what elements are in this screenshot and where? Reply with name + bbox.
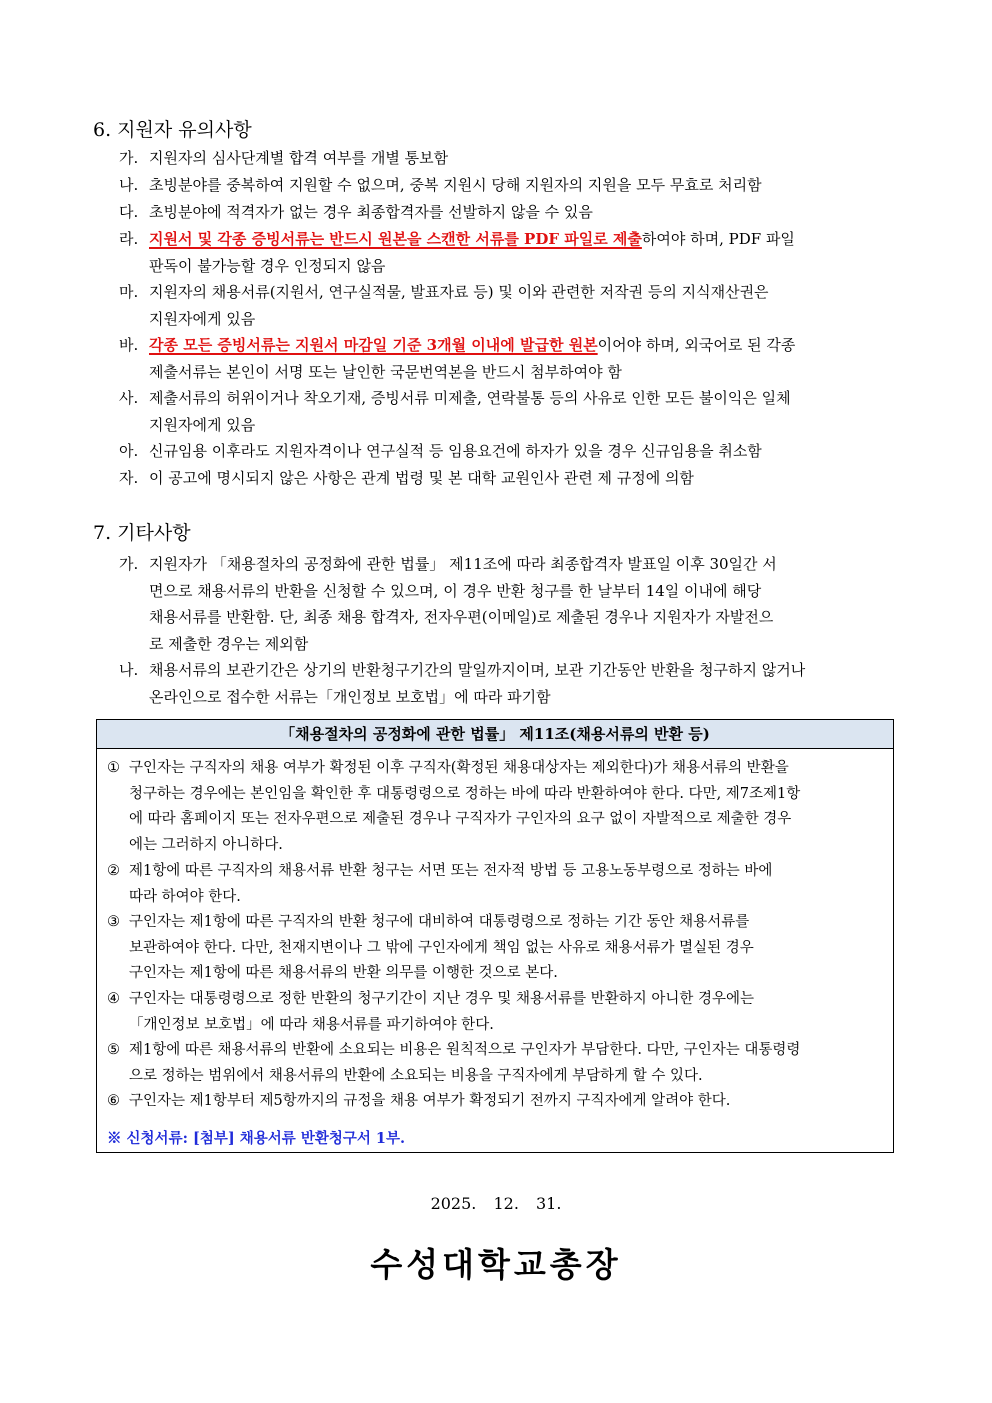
clause-text: 에 따라 홈페이지 또는 전자우편으로 제출된 경우나 구직자가 구인자의 요구 없이 자발적으로 제출한 경우	[129, 811, 792, 827]
clause-text: 에는 그러하지 아니하다.	[129, 836, 283, 853]
section-7-item-ga	[119, 551, 899, 657]
section-6-item-ra	[119, 226, 899, 279]
clause-number: ⑤	[107, 1042, 120, 1058]
item-marker: 자.	[119, 469, 139, 487]
highlighted-requirement: 지원서 및 각종 증빙서류는 반드시 원본을 스캔한 서류를 PDF 파일로 제출	[149, 230, 642, 248]
item-text: 채용서류를 반환함. 단, 최종 채용 합격자, 전자우편(이메일)로 제출된 경우나 지원자가 자발전으	[149, 608, 774, 626]
section-6-item-ja	[119, 465, 899, 492]
item-text: 이어야 하며, 외국어로 된 각종	[597, 336, 796, 354]
section-6-title: 6. 지원자 유의사항	[93, 119, 252, 141]
item-marker: 가.	[119, 149, 139, 167]
item-text: 로 제출한 경우는 제외함	[149, 634, 309, 653]
clause-number: ①	[107, 760, 120, 776]
clause-text: 보관하여야 한다. 다만, 천재지변이나 그 밖에 구인자에게 책임 없는 사유로 채용서류가 멸실된 경우	[129, 939, 754, 956]
clause-number: ⑥	[107, 1093, 120, 1109]
law-article-box	[96, 719, 894, 1153]
item-marker: 가.	[119, 555, 139, 573]
clause-text: 따라 하여야 한다.	[129, 888, 241, 905]
highlighted-requirement: 각종 모든 증빙서류는 지원서 마감일 기준 3개월 이내에 발급한 원본	[149, 336, 598, 354]
item-text: 하여야 하며, PDF 파일	[641, 230, 795, 248]
clause-text: 청구하는 경우에는 본인임을 확인한 후 대통령령으로 정하는 바에 따라 반환하여야 한다. 다만, 제7조제1항	[129, 785, 801, 802]
clause-number: ②	[107, 863, 120, 879]
item-text: 신규임용 이후라도 지원자격이나 연구실적 등 임용요건에 하자가 있을 경우 신규임용을 취소함	[149, 442, 762, 460]
application-document-note: ※ 신청서류: [첨부] 채용서류 반환청구서 1부.	[107, 1130, 406, 1147]
law-clause-6	[107, 1089, 887, 1115]
clause-text: 구인자는 대통령령으로 정한 반환의 청구기간이 지난 경우 및 채용서류를 반환하지 아니한 경우에는	[129, 991, 754, 1007]
item-marker: 사.	[119, 389, 139, 407]
item-text: 제출서류의 허위이거나 착오기재, 증빙서류 미제출, 연락불통 등의 사유로 인한 모든 불이익은 일체	[149, 389, 791, 407]
section-6-item-ga	[119, 145, 899, 172]
clause-text: 제1항에 따른 채용서류의 반환에 소요되는 비용은 원칙적으로 구인자가 부담한다. 다만, 구인자는 대통령령	[129, 1042, 801, 1058]
law-clause-2	[107, 859, 887, 910]
item-marker: 아.	[119, 442, 139, 460]
section-7-title: 7. 기타사항	[93, 522, 191, 544]
clause-text: 으로 정하는 범위에서 채용서류의 반환에 소요되는 비용을 구직자에게 부담하게 할 수 있다.	[129, 1067, 703, 1084]
item-marker: 나.	[119, 661, 139, 679]
law-clause-1	[107, 756, 887, 858]
section-6-item-ma	[119, 279, 899, 332]
clause-text: 「개인정보 보호법」에 따라 채용서류를 파기하여야 한다.	[129, 1016, 494, 1033]
section-6-item-ba	[119, 332, 899, 385]
item-text: 면으로 채용서류의 반환을 신청할 수 있으며, 이 경우 반환 청구를 한 날부터 14일 이내에 해당	[149, 581, 762, 600]
law-clause-4	[107, 987, 887, 1038]
item-text: 지원자가 「채용절차의 공정화에 관한 법률」 제11조에 따라 최종합격자 발표일 이후 30일간 서	[149, 555, 777, 573]
item-marker: 나.	[119, 176, 139, 194]
item-text: 지원자에게 있음	[149, 309, 256, 328]
item-text: 채용서류의 보관기간은 상기의 반환청구기간의 말일까지이며, 보관 기간동안 반환을 청구하지 않거나	[149, 661, 806, 679]
section-7-item-na	[119, 657, 899, 710]
document-date: 2025. 12. 31.	[430, 1194, 562, 1213]
item-text: 온라인으로 접수한 서류는「개인정보 보호법」에 따라 파기함	[149, 687, 551, 706]
law-clause-3	[107, 910, 887, 987]
president-signature: 수성대학교총장	[370, 1245, 622, 1284]
item-text: 초빙분야에 적격자가 없는 경우 최종합격자를 선발하지 않을 수 있음	[149, 203, 593, 221]
section-6-item-a	[119, 438, 899, 465]
law-clause-5	[107, 1038, 887, 1089]
section-6-item-na	[119, 172, 899, 199]
law-article-title: 「채용절차의 공정화에 관한 법률」 제11조(채용서류의 반환 등)	[97, 720, 893, 749]
clause-text: 구인자는 제1항에 따른 구직자의 반환 청구에 대비하여 대통령령으로 정하는 기간 동안 채용서류를	[129, 914, 750, 930]
item-text: 판독이 불가능할 경우 인정되지 않음	[149, 256, 386, 275]
item-text: 초빙분야를 중복하여 지원할 수 없으며, 중복 지원시 당해 지원자의 지원을 모두 무효로 처리함	[149, 176, 762, 194]
clause-text: 제1항에 따른 구직자의 채용서류 반환 청구는 서면 또는 전자적 방법 등 고용노동부령으로 정하는 바에	[129, 863, 773, 879]
item-marker: 마.	[119, 283, 139, 301]
section-6-item-da	[119, 199, 899, 226]
item-text: 지원자의 채용서류(지원서, 연구실적물, 발표자료 등) 및 이와 관련한 저작권 등의 지식재산권은	[149, 283, 769, 301]
clause-text: 구인자는 제1항에 따른 채용서류의 반환 의무를 이행한 것으로 본다.	[129, 965, 558, 981]
item-text: 지원자의 심사단계별 합격 여부를 개별 통보함	[149, 149, 449, 167]
section-6-item-sa	[119, 385, 899, 438]
clause-number: ③	[107, 914, 120, 930]
clause-text: 구인자는 제1항부터 제5항까지의 규정을 채용 여부가 확정되기 전까지 구직자에게 알려야 한다.	[129, 1093, 731, 1109]
item-text: 이 공고에 명시되지 않은 사항은 관계 법령 및 본 대학 교원인사 관련 제 규정에 의함	[149, 469, 694, 487]
item-marker: 라.	[119, 230, 139, 248]
item-marker: 다.	[119, 203, 139, 221]
item-text: 지원자에게 있음	[149, 415, 256, 434]
item-marker: 바.	[119, 336, 139, 354]
item-text: 제출서류는 본인이 서명 또는 날인한 국문번역본을 반드시 첨부하여야 함	[149, 362, 622, 381]
clause-number: ④	[107, 991, 120, 1007]
clause-text: 구인자는 구직자의 채용 여부가 확정된 이후 구직자(확정된 채용대상자는 제외한다)가 채용서류의 반환을	[129, 760, 789, 776]
